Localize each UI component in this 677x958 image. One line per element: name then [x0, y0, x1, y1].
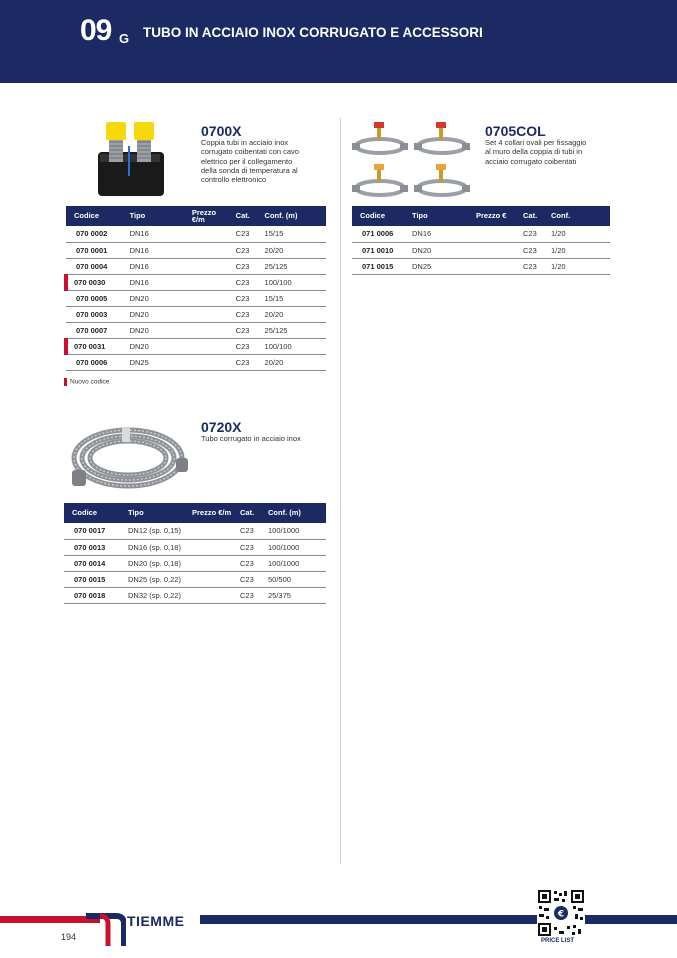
table-header [66, 206, 326, 226]
table-row: 070 0005 DN20 C23 15/15 [66, 290, 326, 306]
section-title: TUBO IN ACCIAIO INOX CORRUGATO E ACCESSORI [143, 25, 483, 40]
product-image-0700x [92, 116, 170, 198]
svg-text:€: € [557, 909, 565, 920]
product-description-0705col: Set 4 collari ovali per fissaggio al muro della coppia di tubi in acciaio corrugato coibentati [485, 138, 587, 166]
product-image-0705col [350, 118, 476, 202]
table-row: 071 0010 DN20 C23 1/20 [352, 242, 610, 258]
table-header [64, 503, 326, 523]
col-prezzo: Prezzo €/m [188, 206, 232, 226]
table-row: 070 0014 DN20 (sp. 0,18) C23 100/1000 [64, 555, 326, 571]
col-codice: Codice [66, 206, 126, 226]
footer-red-stripe [0, 916, 100, 923]
col-tipo: Tipo [124, 503, 188, 523]
product-description-0700x: Coppia tubi in acciaio inox corrugato coibentati con cavo elettrico per il collegamento della sonda di temperatura al controllo elettronico [201, 138, 299, 185]
col-tipo: Tipo [408, 206, 472, 226]
table-0720x [64, 503, 326, 604]
table-row: 070 0007 DN20 C23 25/125 [66, 322, 326, 338]
col-conf: Conf. (m) [264, 503, 326, 523]
table-row-new: 070 0031 DN20 C23 100/100 [66, 338, 326, 354]
legend-new-code: Nuovo codice [64, 378, 109, 386]
col-conf: Conf. [547, 206, 610, 226]
table-row: 070 0002 DN16 C23 15/15 [66, 226, 326, 242]
table-row: 070 0003 DN20 C23 20/20 [66, 306, 326, 322]
table-row: 070 0001 DN16 C23 20/20 [66, 242, 326, 258]
brand-logo-mark [86, 910, 126, 946]
table-row: 070 0017 DN12 (sp. 0,15) C23 100/1000 [64, 523, 326, 539]
table-row: 070 0015 DN25 (sp. 0,22) C23 50/500 [64, 571, 326, 587]
product-image-0720x [68, 414, 192, 492]
col-cat: Cat. [236, 503, 264, 523]
col-prezzo: Prezzo € [472, 206, 519, 226]
product-title-0705col: 0705COL [485, 123, 546, 139]
col-tipo: Tipo [126, 206, 188, 226]
table-row: 070 0006 DN25 C23 20/20 [66, 354, 326, 370]
col-codice: Codice [64, 503, 124, 523]
product-description-0720x: Tubo corrugato in acciaio inox [201, 434, 301, 443]
table-0705col [352, 206, 610, 275]
col-conf: Conf. (m) [261, 206, 326, 226]
section-number: 09 [80, 14, 112, 47]
table-row: 071 0006 DN16 C23 1/20 [352, 226, 610, 242]
product-title-0720x: 0720X [201, 419, 242, 435]
footer-blue-stripe [200, 915, 677, 924]
section-letter: G [119, 31, 130, 46]
product-title-0700x: 0700X [201, 123, 242, 139]
col-codice: Codice [352, 206, 408, 226]
table-row-new: 070 0030 DN16 C23 100/100 [66, 274, 326, 290]
table-row: 071 0015 DN25 C23 1/20 [352, 258, 610, 274]
table-row: 070 0013 DN16 (sp. 0,18) C23 100/1000 [64, 539, 326, 555]
new-code-marker [64, 378, 67, 386]
price-list-label: PRICE LIST [541, 938, 575, 944]
brand-logo: TIEMME [127, 913, 185, 929]
table-row: 070 0018 DN32 (sp. 0,22) C23 25/375 [64, 587, 326, 603]
table-0700x [64, 206, 326, 371]
qr-code-icon[interactable] [537, 889, 585, 937]
column-divider [340, 118, 341, 864]
col-cat: Cat. [232, 206, 261, 226]
table-row: 070 0004 DN16 C23 25/125 [66, 258, 326, 274]
col-cat: Cat. [519, 206, 547, 226]
page-header [0, 0, 677, 83]
table-header [352, 206, 610, 226]
col-prezzo: Prezzo €/m [188, 503, 236, 523]
page-number: 194 [61, 932, 77, 942]
